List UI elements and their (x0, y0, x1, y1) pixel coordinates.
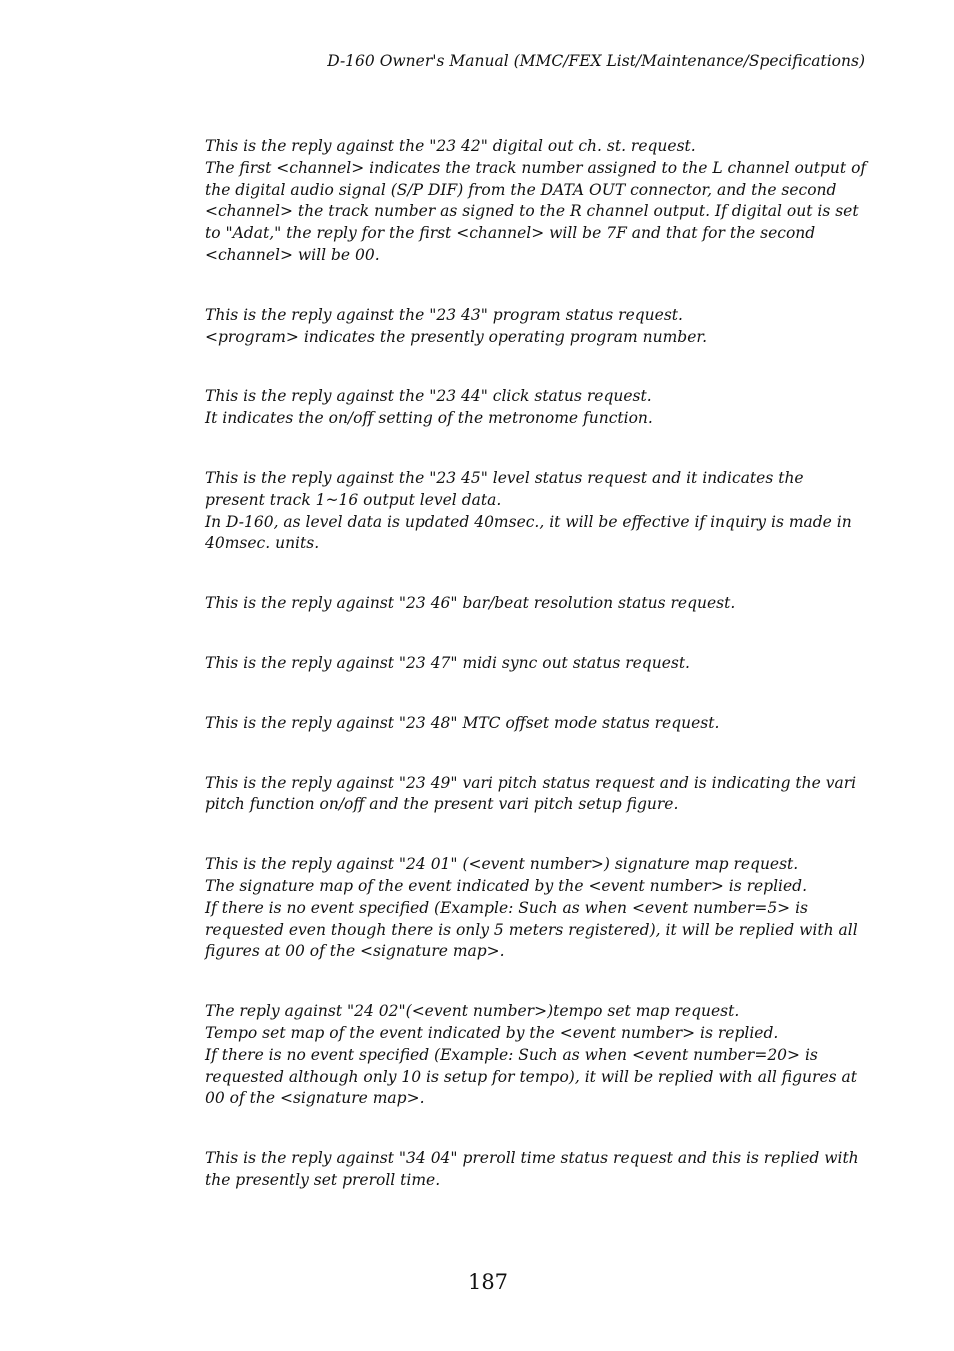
paragraph-23-44 (205, 386, 867, 430)
paragraph-line: In D-160, as level data is updated 40msec., it will be effective if inquiry is made in 40msec. units. (205, 512, 852, 553)
running-header: D-160 Owner's Manual (MMC/FEX List/Maintenance/Specifications) (327, 52, 865, 70)
paragraph-line: This is the reply against "23 48" MTC offset mode status request. (205, 713, 720, 732)
paragraph-23-48 (205, 713, 867, 735)
paragraph-line: If there is no event specified (Example: Such as when <event number=20> is requested although only 10 is setup for tempo), it will be replied with all figures at 00 of the <signature map>. (205, 1045, 857, 1108)
paragraph-23-43 (205, 305, 867, 349)
paragraph-line: The reply against "24 02"(<event number>)tempo set map request. (205, 1002, 740, 1021)
paragraph-line: This is the reply against "23 46" bar/beat resolution status request. (205, 594, 736, 613)
page-number: 187 (467, 1270, 509, 1294)
paragraph-line: This is the reply against "24 01" (<event number>) signature map request. (205, 855, 799, 874)
paragraph-line: This is the reply against the "23 42" digital out ch. st. request. (205, 137, 696, 155)
paragraph-34-04 (205, 1148, 867, 1192)
paragraph-line: Tempo set map of the event indicated by the <event number> is replied. (205, 1023, 779, 1042)
paragraph-24-01 (205, 854, 867, 963)
paragraph-23-42 (205, 136, 867, 267)
paragraph-line: This is the reply against the "23 44" click status request. (205, 387, 652, 406)
paragraph-line: This is the reply against the "23 43" program status request. (205, 305, 683, 324)
paragraph-line: If there is no event specified (Example: Such as when <event number=5> is requested even though there is only 5 meters registered), it will be replied with all figures at 00 of the <signature map>. (205, 898, 858, 961)
paragraph-line: This is the reply against the "23 45" level status request and it indicates the present track 1~16 output level data. (205, 468, 804, 509)
paragraph-23-47 (205, 653, 867, 675)
paragraph-line: The first <channel> indicates the track number assigned to the L channel output of the digital audio signal (S/P DIF) from the DATA OUT connector, and the second <channel> the track number as signed to the R channel output. If digital out is set to "Adat," the reply for the first <channel> will be 7F and that for the second <channel> will be 00. (205, 158, 867, 264)
paragraph-24-02 (205, 1001, 867, 1110)
paragraph-line: <program> indicates the presently operating program number. (205, 327, 708, 346)
paragraph-line: The signature map of the event indicated by the <event number> is replied. (205, 876, 808, 895)
paragraph-23-45 (205, 468, 867, 555)
paragraph-line: This is the reply against "23 47" midi sync out status request. (205, 653, 690, 672)
paragraph-23-46 (205, 593, 867, 615)
paragraph-23-49 (205, 773, 867, 817)
paragraph-line: It indicates the on/off setting of the metronome function. (205, 409, 653, 428)
paragraph-line: This is the reply against "23 49" vari pitch status request and is indicating the vari pitch function on/off and the present vari pitch setup figure. (205, 773, 857, 814)
paragraph-line: This is the reply against "34 04" preroll time status request and this is replied with the presently set preroll time. (205, 1149, 859, 1189)
document-body (205, 136, 867, 1192)
